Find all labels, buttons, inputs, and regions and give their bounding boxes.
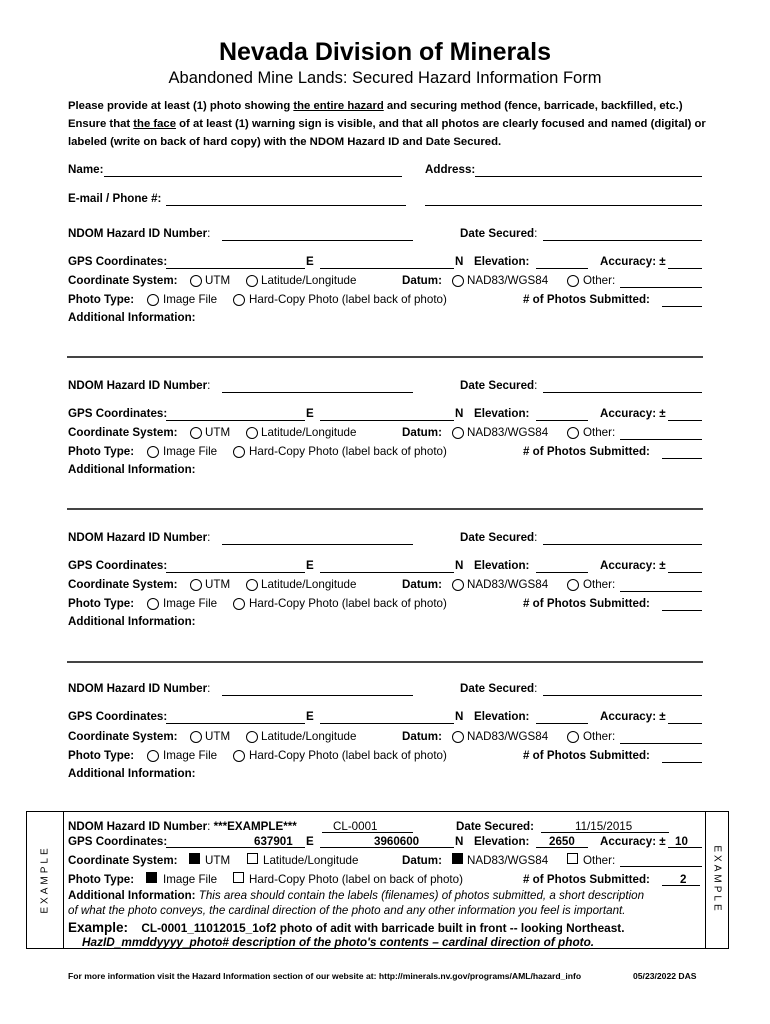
- other-radio[interactable]: [567, 731, 579, 743]
- instructions-text: of at least (1) warning sign is visible, and that all photos are clearly focused and named (digital) or labeled (write on back of hard copy) with the NDOM Hazard ID and Date Secured.: [68, 118, 706, 148]
- coord-system-label: Coordinate System:: [68, 578, 178, 591]
- instructions: [68, 97, 708, 151]
- example-divider-right: [705, 811, 706, 949]
- footer-date: 05/23/2022 DAS: [633, 971, 697, 981]
- latlong-label: Latitude/Longitude: [261, 426, 357, 439]
- easting-label: E: [306, 710, 314, 723]
- datum-label: Datum:: [402, 730, 442, 743]
- coord-system-label: Coordinate System:: [68, 730, 178, 743]
- elevation-label: Elevation:: [474, 407, 530, 420]
- gps-label: GPS Coordinates:: [68, 255, 168, 268]
- example-date-label: Date Secured:: [456, 820, 534, 833]
- hazard-id-field[interactable]: [222, 240, 413, 241]
- utm-radio[interactable]: [190, 275, 202, 287]
- hardcopy-label: Hard-Copy Photo (label back of photo): [249, 597, 447, 610]
- nad-label: NAD83/WGS84: [467, 426, 549, 439]
- date-secured-field[interactable]: [543, 392, 702, 393]
- other-datum-field[interactable]: [620, 591, 702, 592]
- latlong-label: Latitude/Longitude: [261, 578, 357, 591]
- image-file-radio[interactable]: [147, 750, 159, 762]
- other-datum-field[interactable]: [620, 743, 702, 744]
- hardcopy-radio[interactable]: [233, 598, 245, 610]
- example-image-file-label: Image File: [163, 873, 218, 886]
- hardcopy-radio[interactable]: [233, 750, 245, 762]
- additional-info-field[interactable]: [67, 356, 703, 358]
- footer-website-text: For more information visit the Hazard Information section of our website at: http://minerals.nv.gov/programs/AML/hazard_info: [68, 971, 582, 981]
- nad-label: NAD83/WGS84: [467, 578, 549, 591]
- additional-info-label: Additional Information:: [68, 615, 196, 628]
- page-title: Nevada Division of Minerals: [218, 38, 552, 66]
- hazard-id-label: NDOM Hazard ID Number:: [68, 379, 211, 392]
- gps-northing-field[interactable]: [320, 572, 454, 573]
- other-label: Other:: [583, 730, 616, 743]
- example-filename-row: Example: CL-0001_11012015_1of2 photo of adit with barricade built in front -- looking Northeast.: [68, 920, 625, 935]
- example-divider-left: [63, 811, 64, 949]
- other-datum-field[interactable]: [620, 439, 702, 440]
- additional-info-label: Additional Information:: [68, 767, 196, 780]
- other-label: Other:: [583, 426, 616, 439]
- latlong-radio[interactable]: [246, 579, 258, 591]
- date-secured-label: Date Secured:: [460, 531, 538, 544]
- hardcopy-label: Hard-Copy Photo (label back of photo): [249, 445, 447, 458]
- example-latlong-label: Latitude/Longitude: [263, 854, 359, 867]
- elevation-field[interactable]: [536, 572, 588, 573]
- datum-label: Datum:: [402, 274, 442, 287]
- nad-label: NAD83/WGS84: [467, 730, 549, 743]
- num-photos-field[interactable]: [662, 306, 702, 307]
- hardcopy-radio[interactable]: [233, 446, 245, 458]
- other-radio[interactable]: [567, 579, 579, 591]
- other-radio[interactable]: [567, 427, 579, 439]
- nad-radio[interactable]: [452, 275, 464, 287]
- gps-easting-field[interactable]: [166, 572, 305, 573]
- example-date-value: 11/15/2015: [575, 820, 633, 833]
- latlong-radio[interactable]: [246, 275, 258, 287]
- utm-radio[interactable]: [190, 579, 202, 591]
- elevation-label: Elevation:: [474, 559, 530, 572]
- latlong-label: Latitude/Longitude: [261, 730, 357, 743]
- hardcopy-label: Hard-Copy Photo (label back of photo): [249, 293, 447, 306]
- example-latlong-box: [247, 853, 258, 864]
- image-file-radio[interactable]: [147, 294, 159, 306]
- utm-label: UTM: [205, 578, 231, 591]
- date-secured-field[interactable]: [543, 544, 702, 545]
- example-format-text: HazID_mmddyyyy_photo# description of the photo's contents – cardinal direction of photo.: [82, 935, 595, 949]
- gps-easting-field[interactable]: [166, 723, 305, 724]
- example-side-label-left: EXAMPLE: [39, 845, 51, 914]
- example-additional-text-2: of what the photo conveys, the cardinal direction of the photo and any other information you feel is important.: [68, 904, 626, 917]
- example-elevation-label: Elevation:: [474, 835, 530, 848]
- image-file-label: Image File: [163, 293, 218, 306]
- easting-label: E: [306, 255, 314, 268]
- date-secured-label: Date Secured:: [460, 682, 538, 695]
- datum-label: Datum:: [402, 426, 442, 439]
- nad-radio[interactable]: [452, 731, 464, 743]
- accuracy-field[interactable]: [668, 572, 702, 573]
- image-file-radio[interactable]: [147, 446, 159, 458]
- num-photos-label: # of Photos Submitted:: [523, 445, 650, 458]
- gps-northing-field[interactable]: [320, 723, 454, 724]
- other-label: Other:: [583, 274, 616, 287]
- name-label: Name:: [68, 163, 104, 176]
- photo-type-label: Photo Type:: [68, 749, 135, 762]
- example-northing-label: N: [455, 835, 464, 848]
- photo-type-label: Photo Type:: [68, 445, 135, 458]
- coord-system-label: Coordinate System:: [68, 426, 178, 439]
- hazard-id-field[interactable]: [222, 392, 413, 393]
- instructions-emphasis-hazard: the entire hazard: [293, 100, 384, 112]
- accuracy-field[interactable]: [668, 420, 702, 421]
- gps-label: GPS Coordinates:: [68, 407, 168, 420]
- photo-type-label: Photo Type:: [68, 293, 135, 306]
- elevation-label: Elevation:: [474, 255, 530, 268]
- example-image-file-checked: [146, 872, 157, 883]
- gps-easting-field[interactable]: [166, 420, 305, 421]
- elevation-field[interactable]: [536, 723, 588, 724]
- image-file-label: Image File: [163, 597, 218, 610]
- hazard-id-label: NDOM Hazard ID Number:: [68, 531, 211, 544]
- utm-label: UTM: [205, 274, 231, 287]
- nad-radio[interactable]: [452, 579, 464, 591]
- utm-label: UTM: [205, 426, 231, 439]
- num-photos-label: # of Photos Submitted:: [523, 293, 650, 306]
- example-num-photos-value: 2: [680, 873, 687, 886]
- example-hardcopy-label: Hard-Copy Photo (label on back of photo): [249, 873, 463, 886]
- gps-northing-field[interactable]: [320, 420, 454, 421]
- num-photos-label: # of Photos Submitted:: [523, 749, 650, 762]
- example-gps-e-value: 3960600: [374, 835, 420, 848]
- accuracy-label: Accuracy: ±: [600, 559, 666, 572]
- hardcopy-radio[interactable]: [233, 294, 245, 306]
- instructions-emphasis-face: the face: [133, 118, 176, 130]
- easting-label: E: [306, 407, 314, 420]
- example-side-label-right: EXAMPLE: [711, 845, 723, 914]
- example-hardcopy-box: [233, 872, 244, 883]
- latlong-label: Latitude/Longitude: [261, 274, 357, 287]
- example-easting-label: E: [306, 835, 314, 848]
- elevation-field[interactable]: [536, 420, 588, 421]
- image-file-label: Image File: [163, 749, 218, 762]
- example-datum-label: Datum:: [402, 854, 442, 867]
- northing-label: N: [455, 710, 464, 723]
- other-radio[interactable]: [567, 275, 579, 287]
- name-field[interactable]: [104, 176, 402, 177]
- gps-easting-field[interactable]: [166, 268, 305, 269]
- instructions-text: Please provide at least (1) photo showing: [68, 100, 294, 112]
- num-photos-label: # of Photos Submitted:: [523, 597, 650, 610]
- example-utm-label: UTM: [205, 854, 231, 867]
- num-photos-field[interactable]: [662, 458, 702, 459]
- northing-label: N: [455, 559, 464, 572]
- utm-radio[interactable]: [190, 427, 202, 439]
- accuracy-label: Accuracy: ±: [600, 710, 666, 723]
- example-utm-checked: [189, 853, 200, 864]
- accuracy-label: Accuracy: ±: [600, 255, 666, 268]
- northing-label: N: [455, 407, 464, 420]
- nad-label: NAD83/WGS84: [467, 274, 549, 287]
- example-other-line: [620, 866, 702, 867]
- hazard-id-field[interactable]: [222, 544, 413, 545]
- example-gps-label: GPS Coordinates:: [68, 835, 168, 848]
- address-field[interactable]: [475, 176, 702, 177]
- image-file-label: Image File: [163, 445, 218, 458]
- datum-label: Datum:: [402, 578, 442, 591]
- image-file-radio[interactable]: [147, 598, 159, 610]
- example-num-photos-label: # of Photos Submitted:: [523, 873, 650, 886]
- other-label: Other:: [583, 578, 616, 591]
- additional-info-field[interactable]: [67, 508, 703, 510]
- additional-info-field[interactable]: [67, 661, 703, 663]
- email-phone-field[interactable]: [166, 205, 406, 206]
- accuracy-label: Accuracy: ±: [600, 407, 666, 420]
- hardcopy-label: Hard-Copy Photo (label back of photo): [249, 749, 447, 762]
- example-coord-label: Coordinate System:: [68, 854, 178, 867]
- example-nad-checked: [452, 853, 463, 864]
- gps-northing-field[interactable]: [320, 268, 454, 269]
- num-photos-field[interactable]: [662, 610, 702, 611]
- additional-info-label: Additional Information:: [68, 463, 196, 476]
- address-field-line-2[interactable]: [425, 205, 702, 206]
- utm-radio[interactable]: [190, 731, 202, 743]
- coord-system-label: Coordinate System:: [68, 274, 178, 287]
- elevation-label: Elevation:: [474, 710, 530, 723]
- additional-info-label: Additional Information:: [68, 311, 196, 324]
- date-secured-field[interactable]: [543, 695, 702, 696]
- example-nad-label: NAD83/WGS84: [467, 854, 549, 867]
- hazard-id-label: NDOM Hazard ID Number:: [68, 682, 211, 695]
- date-secured-field[interactable]: [543, 240, 702, 241]
- hazard-id-field[interactable]: [222, 695, 413, 696]
- example-other-box: [567, 853, 578, 864]
- photo-type-label: Photo Type:: [68, 597, 135, 610]
- nad-radio[interactable]: [452, 427, 464, 439]
- easting-label: E: [306, 559, 314, 572]
- date-secured-label: Date Secured:: [460, 227, 538, 240]
- example-other-label: Other:: [583, 854, 616, 867]
- gps-label: GPS Coordinates:: [68, 559, 168, 572]
- date-secured-label: Date Secured:: [460, 379, 538, 392]
- example-photo-label: Photo Type:: [68, 873, 135, 886]
- elevation-field[interactable]: [536, 268, 588, 269]
- latlong-radio[interactable]: [246, 731, 258, 743]
- example-accuracy-value: 10: [675, 835, 688, 848]
- utm-label: UTM: [205, 730, 231, 743]
- latlong-radio[interactable]: [246, 427, 258, 439]
- northing-label: N: [455, 255, 464, 268]
- accuracy-field[interactable]: [668, 723, 702, 724]
- page-subtitle: Abandoned Mine Lands: Secured Hazard Information Form: [168, 69, 602, 87]
- example-accuracy-label: Accuracy: ±: [600, 835, 666, 848]
- gps-label: GPS Coordinates:: [68, 710, 168, 723]
- example-gps-n-value: 637901: [254, 835, 293, 848]
- other-datum-field[interactable]: [620, 287, 702, 288]
- instructions-text: and securing method (fence, barricade, backfilled, etc.) Ensure that: [68, 100, 683, 130]
- num-photos-field[interactable]: [662, 762, 702, 763]
- address-label: Address:: [425, 163, 476, 176]
- hazard-id-label: NDOM Hazard ID Number:: [68, 227, 211, 240]
- example-hazard-id-value: CL-0001: [333, 820, 378, 833]
- example-elevation-value: 2650: [549, 835, 575, 848]
- example-additional-row: Additional Information: This area should contain the labels (filenames) of photos submitted, a short description: [68, 889, 645, 902]
- email-phone-label: E-mail / Phone #:: [68, 192, 162, 205]
- accuracy-field[interactable]: [668, 268, 702, 269]
- example-hazard-id: NDOM Hazard ID Number: ***EXAMPLE***: [68, 820, 297, 833]
